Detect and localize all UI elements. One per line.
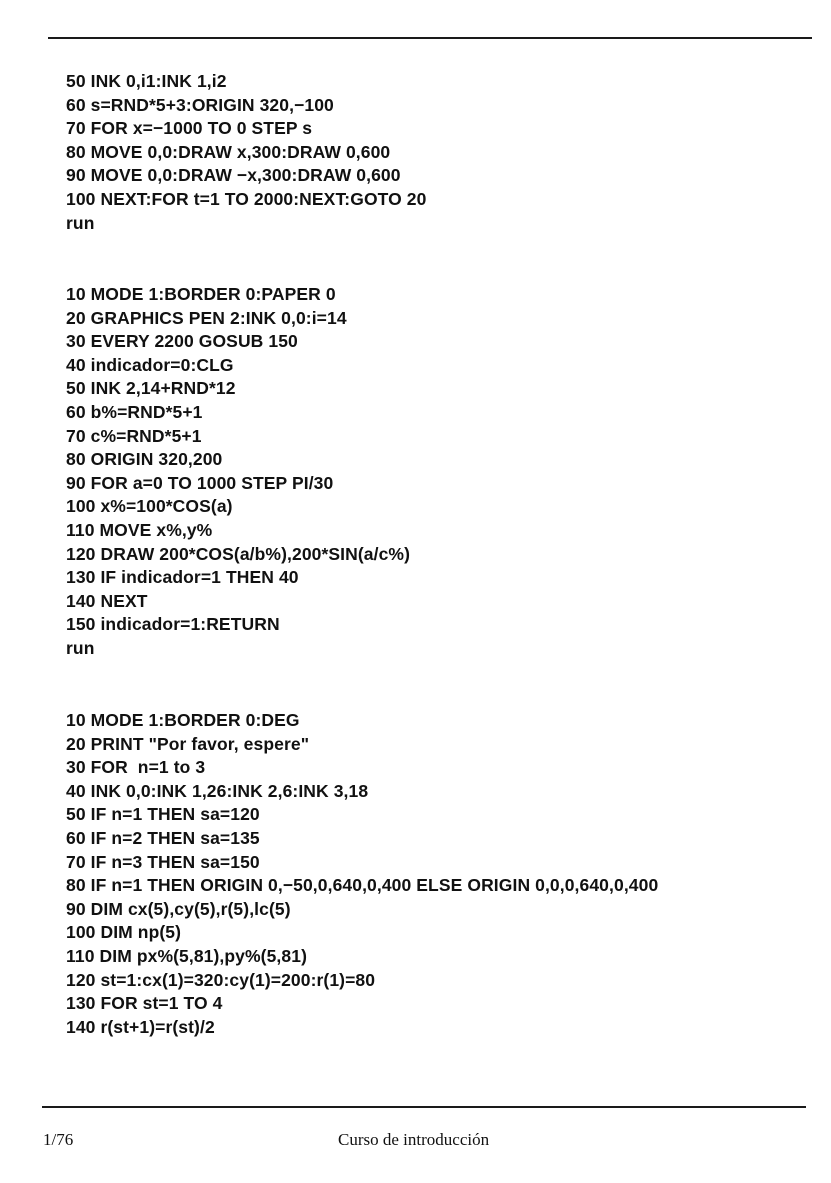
code-line: 50 INK 2,14+RND*12 [66,378,236,399]
code-line: 40 indicador=0:CLG [66,354,234,375]
code-line: 130 IF indicador=1 THEN 40 [66,567,299,588]
code-line: 90 FOR a=0 TO 1000 STEP PI/30 [66,472,334,493]
code-line: 150 indicador=1:RETURN [66,614,280,635]
code-line: 20 PRINT "Por favor, espere" [66,733,310,754]
code-line: 70 IF n=3 THEN sa=150 [66,851,260,872]
code-line: 80 IF n=1 THEN ORIGIN 0,−50,0,640,0,400 ELSE ORIGIN 0,0,0,640,0,400 [66,875,659,896]
code-line: 130 FOR st=1 TO 4 [66,993,223,1014]
code-listing-1 [66,70,426,235]
page-number: 1/76 [43,1130,74,1149]
code-line: 110 MOVE x%,y% [66,519,213,540]
code-line: 140 NEXT [66,590,148,611]
code-line: 120 DRAW 200*COS(a/b%),200*SIN(a/c%) [66,543,411,564]
code-line: 40 INK 0,0:INK 1,26:INK 2,6:INK 3,18 [66,780,369,801]
code-line: 60 IF n=2 THEN sa=135 [66,827,260,848]
code-line: 70 FOR x=−1000 TO 0 STEP s [66,118,313,139]
code-line: 60 s=RND*5+3:ORIGIN 320,−100 [66,94,334,115]
code-line: 110 DIM px%(5,81),py%(5,81) [66,945,307,966]
code-line: 90 DIM cx(5),cy(5),r(5),lc(5) [66,898,291,919]
code-line: 120 st=1:cx(1)=320:cy(1)=200:r(1)=80 [66,969,376,990]
code-line: 50 INK 0,i1:INK 1,i2 [66,71,227,91]
code-line: 100 x%=100*COS(a) [66,496,233,517]
code-line: 90 MOVE 0,0:DRAW −x,300:DRAW 0,600 [66,165,401,186]
code-listing-2 [66,283,410,661]
code-line: 80 MOVE 0,0:DRAW x,300:DRAW 0,600 [66,141,391,162]
code-line: 70 c%=RND*5+1 [66,425,202,446]
code-line: 30 FOR n=1 to 3 [66,757,206,778]
code-line: 10 MODE 1:BORDER 0:DEG [66,710,300,730]
code-line: 10 MODE 1:BORDER 0:PAPER 0 [66,284,336,304]
code-line: run [66,212,95,233]
code-line: 60 b%=RND*5+1 [66,401,203,422]
code-line: 100 NEXT:FOR t=1 TO 2000:NEXT:GOTO 20 [66,188,427,209]
code-line: 80 ORIGIN 320,200 [66,449,223,470]
footer-rule [42,1106,806,1108]
footer-title: Curso de introducción [338,1130,490,1149]
code-line: 20 GRAPHICS PEN 2:INK 0,0:i=14 [66,307,347,328]
code-listing-3 [66,709,658,1039]
code-line: 30 EVERY 2200 GOSUB 150 [66,331,298,352]
code-line: run [66,637,95,658]
code-line: 140 r(st+1)=r(st)/2 [66,1016,215,1037]
header-rule [48,37,812,39]
code-line: 100 DIM np(5) [66,922,182,943]
code-line: 50 IF n=1 THEN sa=120 [66,804,260,825]
